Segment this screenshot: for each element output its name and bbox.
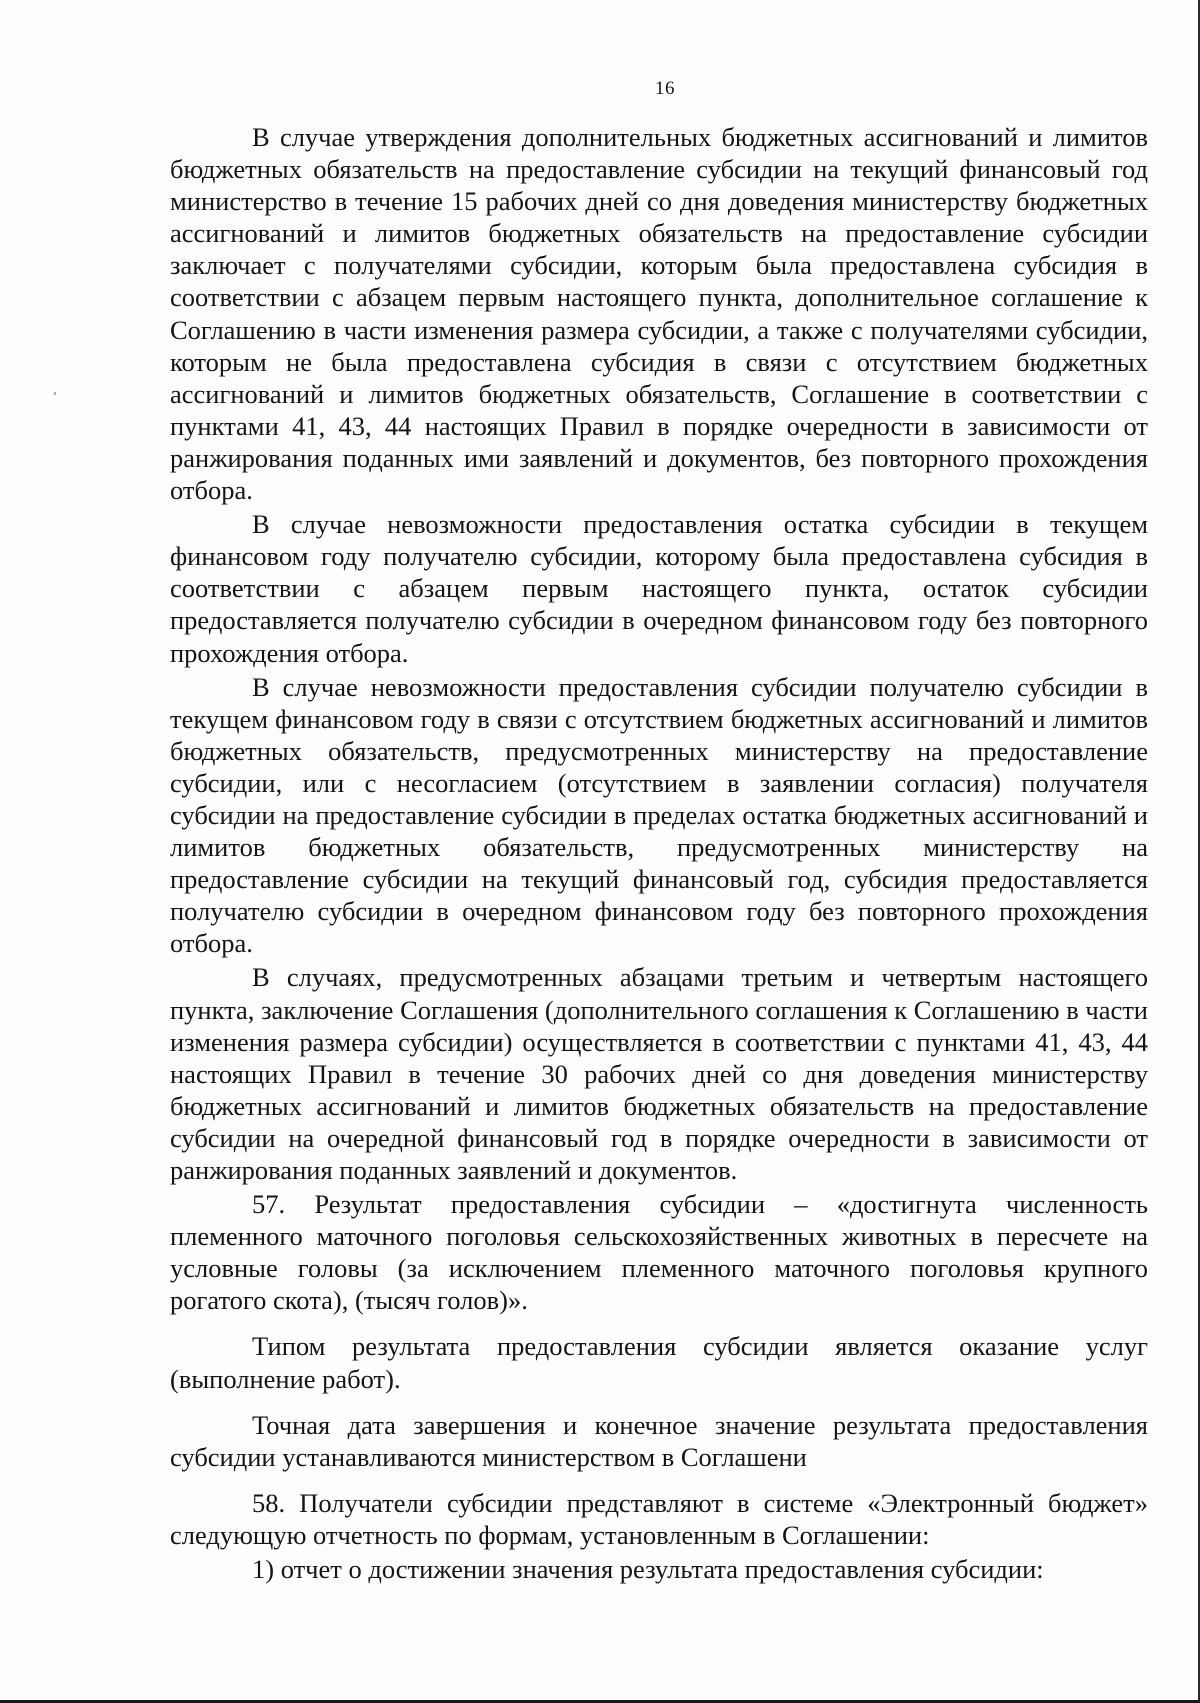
paragraph-result-date: Точная дата завершения и конечное значение результата предоставления субсидии устанавливаются министерством в Соглашени <box>170 1409 1148 1472</box>
page-number: 16 <box>655 78 675 99</box>
paragraph-agreement-conclusion: В случаях, предусмотренных абзацами третьим и четвертым настоящего пункта, заключение Соглашения (дополнительного соглашения к Соглашению в части изменения размера субсидии) осуществляется в соответствии с пунктами 41, 43, 44 настоящих Правил в течение 30 рабочих дней со дня доведения министерству бюджетных ассигнований и лимитов бюджетных обязательств на предоставление субсидии на очередной финансовый год в порядке очередности в зависимости от ранжирования поданных заявлений и документов. <box>170 962 1148 1185</box>
document-body <box>170 121 1148 1585</box>
paragraph-next-year-subsidy: В случае невозможности предоставления субсидии получателю субсидии в текущем финансовом году в связи с отсутствием бюджетных ассигнований и лимитов бюджетных обязательств, предусмотренных министерству на предоставление субсидии, или с несогласием (отсутствием в заявлении согласия) получателя субсидии на предоставление субсидии в пределах остатка бюджетных ассигнований и лимитов бюджетных обязательств, предусмотренных министерству на предоставление субсидии на текущий финансовый год, субсидия предоставляется получателю субсидии в очередном финансовом году без повторного прохождения отбора. <box>170 671 1148 959</box>
scan-speck <box>54 392 56 395</box>
paragraph-item-58-reporting: 58. Получатели субсидии представляют в системе «Электронный бюджет» следующую отчетность по формам, установленным в Соглашении: <box>170 1487 1148 1550</box>
paragraph-additional-allocations: В случае утверждения дополнительных бюджетных ассигнований и лимитов бюджетных обязательств на предоставление субсидии на текущий финансовый год министерство в течение 15 рабочих дней со дня доведения министерству бюджетных ассигнований и лимитов бюджетных обязательств на предоставление субсидии заключает с получателями субсидии, которым была предоставлена субсидия в соответствии с абзацем первым настоящего пункта, дополнительное соглашение к Соглашению в части изменения размера субсидии, а также с получателями субсидии, которым не была предоставлена субсидия в связи с отсутствием бюджетных ассигнований и лимитов бюджетных обязательств, Соглашение в соответствии с пунктами 41, 43, 44 настоящих Правил в порядке очередности в зависимости от ранжирования поданных ими заявлений и документов, без повторного прохождения отбора. <box>170 122 1148 506</box>
paragraph-item-57-result: 57. Результат предоставления субсидии – «достигнута численность племенного маточного поголовья сельскохозяйственных животных в пересчете на условные головы (за исключением племенного маточного поголовья крупного рогатого скота), (тысяч голов)». <box>170 1189 1148 1316</box>
paragraph-report-item-1: 1) отчет о достижении значения результата предоставления субсидии: <box>252 1554 1044 1585</box>
paragraph-remaining-subsidy: В случае невозможности предоставления остатка субсидии в текущем финансовом году получателю субсидии, которому была предоставлена субсидия в соответствии с абзацем первым настоящего пункта, остаток субсидии предоставляется получателю субсидии в очередном финансовом году без повторного прохождения отбора. <box>170 509 1148 668</box>
paragraph-result-type: Типом результата предоставления субсидии является оказание услуг (выполнение работ). <box>170 1331 1148 1394</box>
